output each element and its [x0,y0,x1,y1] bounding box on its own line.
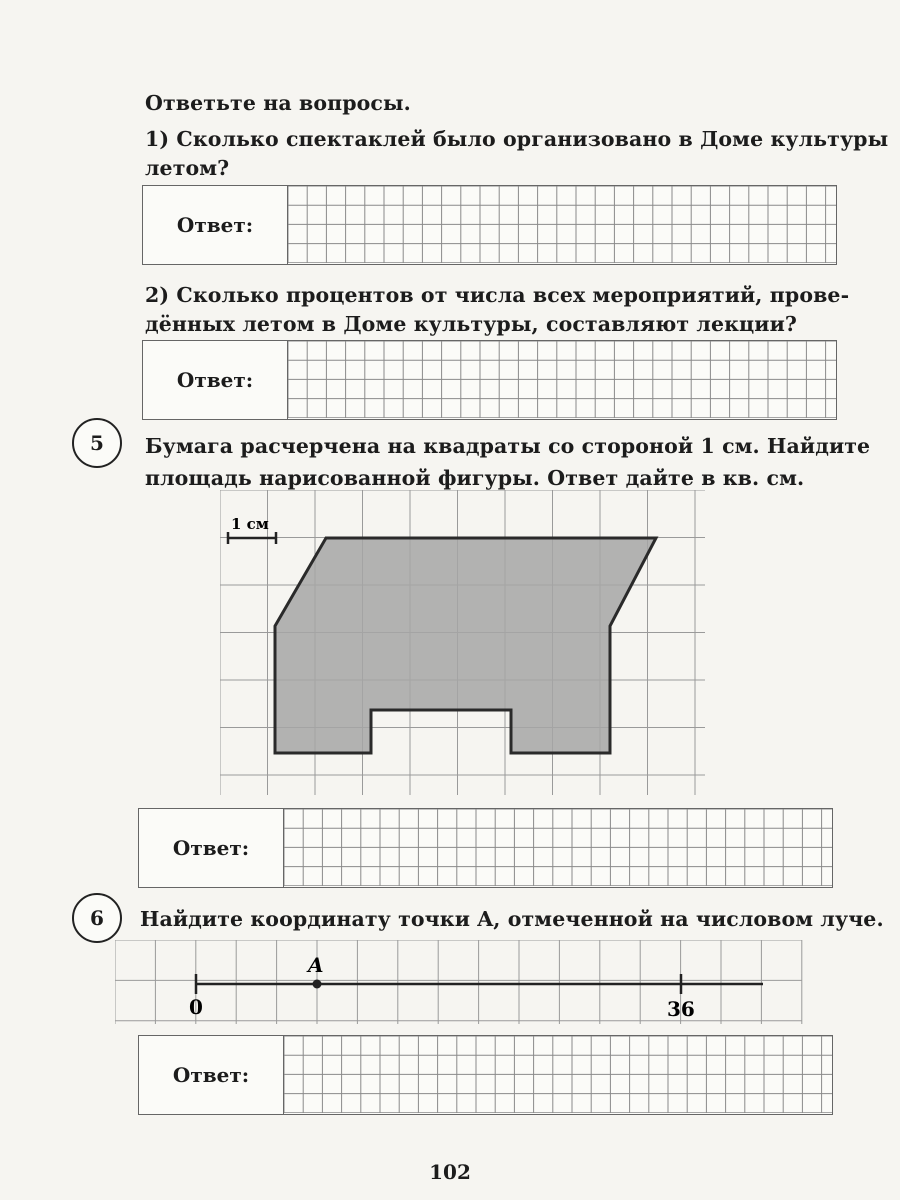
grid-lines [115,940,802,1024]
answer-grid-2[interactable] [288,341,836,419]
question-1-line-1: 1) Сколько спектаклей было организовано в Доме культуры [145,127,889,151]
task-5-line-2: площадь нарисованной фигуры. Ответ дайте в кв. см. [145,466,805,490]
point-a-label: A [308,953,324,977]
number-ray-grid [115,940,805,1026]
answer-grid-3[interactable] [284,809,832,887]
answer-grid-4[interactable] [284,1036,832,1114]
answer-box-4[interactable] [138,1035,833,1115]
task-5-line-1: Бумага расчерчена на квадраты со стороной 1 см. Найдите [145,434,871,458]
answer-grid-1[interactable] [288,186,836,264]
scale-label: 1 см [231,515,269,533]
question-1-line-2: летом? [145,156,230,180]
zero-label: 0 [189,995,203,1019]
task-6-text: Найдите координату точки A, отмеченной на числовом луче. [140,907,884,931]
task-6-number-badge: 6 [72,893,122,943]
answer-label: Ответ: [139,1036,284,1114]
question-2-line-1: 2) Сколько процентов от числа всех мероприятий, прове- [145,283,850,307]
answer-label: Ответ: [139,809,284,887]
answer-box-2[interactable] [142,340,837,420]
answer-label: Ответ: [143,186,288,264]
answer-box-3[interactable] [138,808,833,888]
page-number: 102 [429,1160,471,1184]
answer-label: Ответ: [143,341,288,419]
shaded-figure [275,538,656,753]
point-a [313,980,322,989]
answer-box-1[interactable] [142,185,837,265]
figure-grid [220,490,710,800]
instructions: Ответьте на вопросы. [145,91,411,115]
end-label: 36 [667,997,695,1021]
question-2-line-2: дённых летом в Доме культуры, составляют лекции? [145,312,797,336]
task-5-number-badge: 5 [72,418,122,468]
